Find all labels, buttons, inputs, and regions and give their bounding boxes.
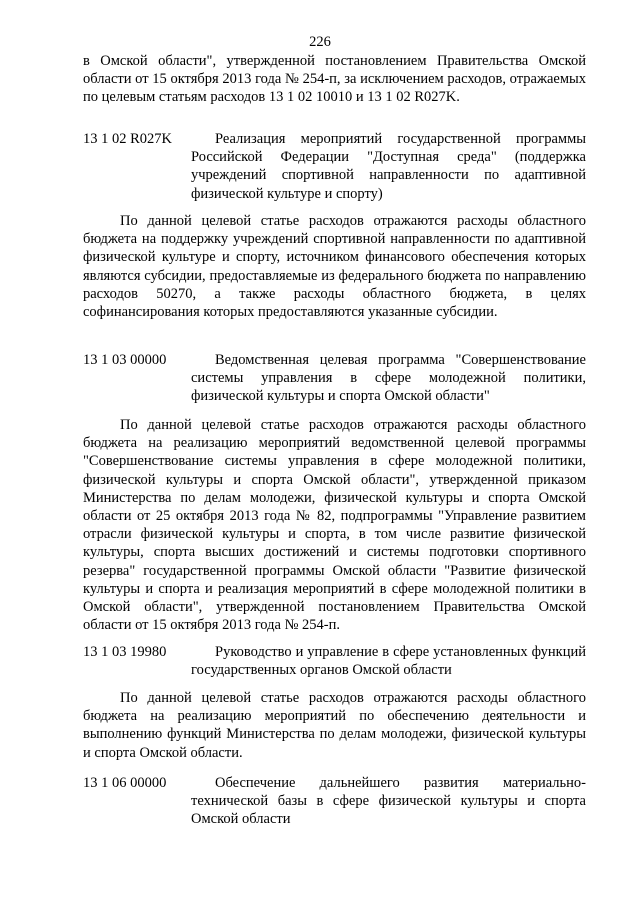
- budget-entry-19980: [83, 643, 586, 679]
- budget-entry-13106: [83, 774, 586, 829]
- paragraph-continuation: в Омской области", утвержденной постановлением Правительства Омской области от 15 октября 2013 года № 254-п, за исключением расходов, отражаемых по целевым статьям расходов 13 1 02 10010 и 13 1 02 R027K.: [83, 53, 586, 106]
- entry-heading: Обеспечение дальнейшего развития материально-технической базы в сфере физической культуры и спорта Омской области: [191, 775, 586, 828]
- page-number: 226: [309, 34, 331, 50]
- entry-code: 13 1 06 00000: [83, 775, 167, 791]
- budget-entry-r027k: [83, 130, 586, 203]
- budget-entry-13103: [83, 351, 586, 406]
- entry-code: 13 1 03 00000: [83, 352, 167, 368]
- entry-heading: Реализация мероприятий государственной программы Российской Федерации "Доступная среда" (поддержка учреждений спортивной направленности по адаптивной физической культуре и спорту): [191, 131, 586, 202]
- entry-code: 13 1 02 R027K: [83, 131, 173, 147]
- entry-heading: Руководство и управление в сфере установленных функций государственных органов Омской области: [191, 644, 586, 679]
- paragraph-description: По данной целевой статье расходов отражаются расходы областного бюджета на реализацию мероприятий по обеспечению деятельности и выполнению функций Министерства по делам молодежи, физической культуры и спорта Омской области.: [83, 690, 586, 761]
- paragraph-description: По данной целевой статье расходов отражаются расходы областного бюджета на поддержку учреждений спортивной направленности по адаптивной физической культуре и спорту, источником финансового обеспечения которых являются субсидии, предоставляемые из федерального бюджета по направлению расходов 50270, а также расходы областного бюджета, в целях софинансирования которых предоставляются указанные субсидии.: [83, 213, 586, 321]
- entry-code: 13 1 03 19980: [83, 644, 167, 660]
- entry-heading: Ведомственная целевая программа "Совершенствование системы управления в сфере молодежной политики, физической культуры и спорта Омской области": [191, 352, 586, 405]
- paragraph-description: По данной целевой статье расходов отражаются расходы областного бюджета на реализацию мероприятий ведомственной целевой программы "Совершенствование системы управления в сфере молодежной политики, физической культуры и спорта Омской области", утвержденной приказом Министерства по делам молодежи, физической культуры и спорта Омской области от 25 октября 2013 года № 82, подпрограммы "Управление развитием отрасли физической культуры и спорта, в том числе развитие физической культуры, спорта высших достижений и системы подготовки спортивного резерва" государственной программы Омской области "Развитие физической культуры и спорта и реализация мероприятий в сфере молодежной политики в Омской области", утвержденной постановлением Правительства Омской области от 15 октября 2013 года № 254-п.: [83, 417, 586, 634]
